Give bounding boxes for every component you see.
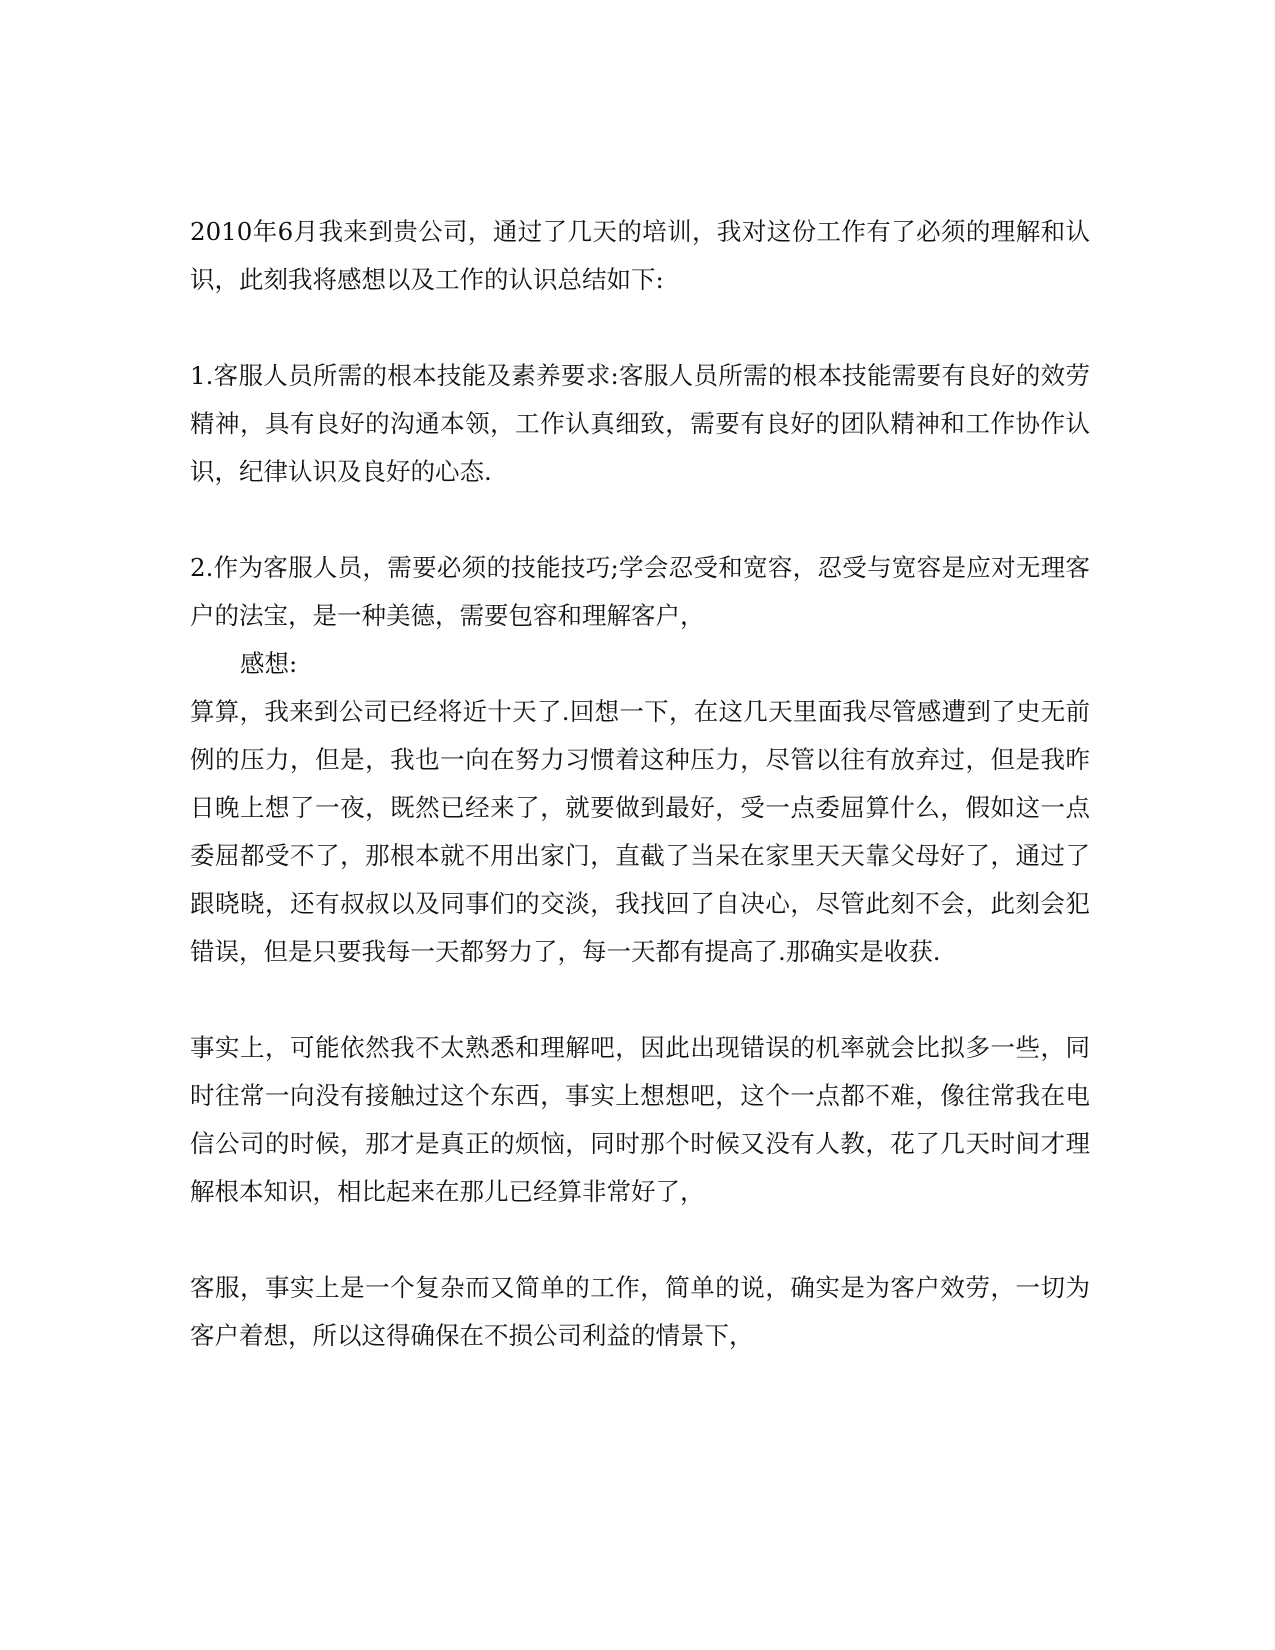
paragraph-thoughts-2: 事实上，可能依然我不太熟悉和理解吧，因此出现错误的机率就会比拟多一些，同时往常一向没有接触过这个东西，事实上想想吧，这个一点都不难，像往常我在电信公司的时候，那才是真正的烦恼，同时那个时候又没有人教，花了几天时间才理解根本知识，相比起来在那儿已经算非常好了， [190,1033,1090,1206]
paragraph-heading-thoughts: 感想: [240,649,298,678]
paragraph-point-2: 2.作为客服人员，需要必须的技能技巧;学会忍受和宽容，忍受与宽容是应对无理客户的法宝，是一种美德，需要包容和理解客户， [190,553,1090,630]
paragraph-thoughts-1: 算算，我来到公司已经将近十天了.回想一下，在这几天里面我尽管感遭到了史无前例的压力，但是，我也一向在努力习惯着这种压力，尽管以往有放弃过，但是我昨日晚上想了一夜，既然已经来了，就要做到最好，受一点委屈算什么，假如这一点委屈都受不了，那根本就不用出家门，直截了当呆在家里天天靠父母好了，通过了跟晓晓，还有叔叔以及同事们的交淡，我找回了自决心，尽管此刻不会，此刻会犯错误，但是只要我每一天都努力了，每一天都有提高了.那确实是收获. [190,697,1090,966]
paragraph-thoughts-3: 客服，事实上是一个复杂而又简单的工作，简单的说，确实是为客户效劳，一切为客户着想，所以这得确保在不损公司利益的情景下， [190,1273,1090,1350]
paragraph-intro: 2010年6月我来到贵公司，通过了几天的培训，我对这份工作有了必须的理解和认识，此刻我将感想以及工作的认识总结如下: [190,217,1090,294]
paragraph-point-1: 1.客服人员所需的根本技能及素养要求:客服人员所需的根本技能需要有良好的效劳精神，具有良好的沟通本领，工作认真细致，需要有良好的团队精神和工作协作认识，纪律认识及良好的心态. [190,361,1090,486]
document-body [190,208,1090,1360]
